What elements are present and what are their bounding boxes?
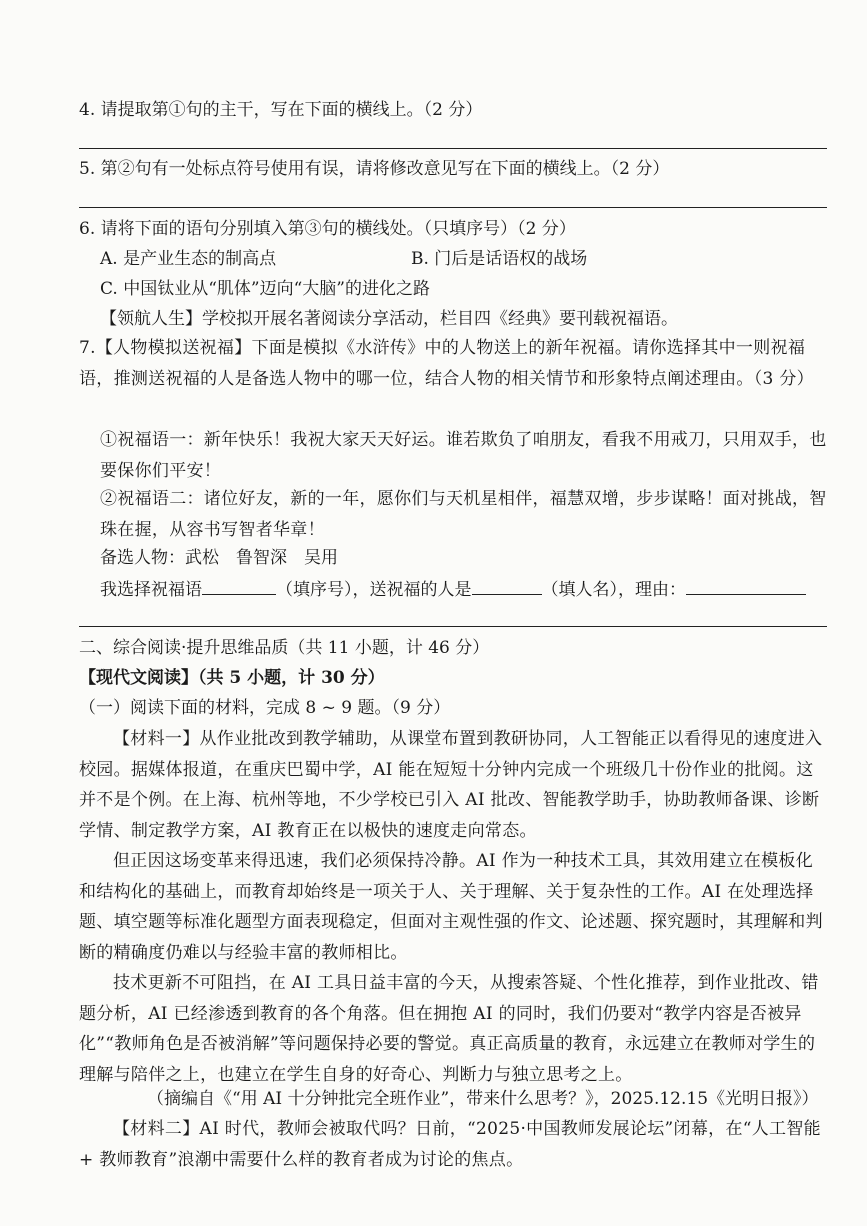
section-2-title: 二、综合阅读·提升思维品质（共 11 小题，计 46 分） [79, 638, 490, 658]
question-6-stem: 6. 请将下面的语句分别填入第③句的横线处。（只填序号）（2 分） [79, 219, 576, 239]
answer-line-q4 [79, 148, 827, 149]
part-1-title: （一）阅读下面的材料，完成 8 ~ 9 题。（9 分） [79, 698, 451, 718]
material-1-source: （摘编自《“用 AI 十分钟批完全班作业”，带来什么思考？》，2025.12.15《光明日报》） [147, 1089, 819, 1109]
answer-row-q7 [100, 576, 806, 605]
material-1 [79, 724, 827, 1090]
answer-prompt-2: （填序号），送祝福的人是 [276, 580, 472, 600]
option-c: C. 中国钛业从“肌体”迈向“大脑”的进化之路 [100, 279, 430, 299]
answer-prompt-1: 我选择祝福语 [100, 580, 202, 600]
question-7-text: 7.【人物模拟送祝福】下面是模拟《水浒传》中的人物送上的新年祝福。请你选择其中一则祝福语，推测送祝福的人是备选人物中的哪一位，结合人物的相关情节和形象特点阐述理由。（3 分） [79, 338, 814, 389]
blank-reason[interactable] [686, 576, 806, 595]
wish-2 [100, 484, 827, 545]
answer-prompt-3: （填人名），理由： [541, 580, 686, 600]
material-2 [79, 1114, 827, 1175]
modern-reading-title: 【现代文阅读】（共 5 小题，计 30 分） [79, 668, 385, 688]
question-7-stem [79, 333, 827, 394]
material-2-paragraph-1: 【材料二】AI 时代，教师会被取代吗？日前，“2025·中国教师发展论坛”闭幕，在“人工智能 + 教师教育”浪潮中需要什么样的教育者成为讨论的焦点。 [79, 1119, 821, 1170]
material-1-paragraph-3: 技术更新不可阻挡，在 AI 工具日益丰富的今天，从搜索答疑、个性化推荐，到作业批改、错题分析，AI 已经渗透到教育的各个角落。但在拥抱 AI 的同时，我们仍要对“教学内容是否被异化”“教师角色是否被消解”等问题保持必要的警觉。真正高质量的教育，永远建立在教师对学生的理解与陪伴之上，也建立在学生自身的好奇心、判断力与独立思考之上。 [79, 973, 819, 1085]
candidate-list: 备选人物：武松 鲁智深 吴用 [100, 548, 338, 568]
question-5: 5. 第②句有一处标点符号使用有误，请将修改意见写在下面的横线上。（2 分） [79, 159, 670, 179]
option-a: A. 是产业生态的制高点 [100, 249, 277, 269]
material-1-paragraph-1: 【材料一】从作业批改到教学辅助，从课堂布置到教研协同，人工智能正以看得见的速度进入校园。据媒体报道，在重庆巴蜀中学，AI 能在短短十分钟内完成一个班级几十份作业的批阅。这并不是个例。在上海、杭州等地，不少学校已引入 AI 批改、智能教学助手，协助教师备课、诊断学情、制定教学方案，AI 教育正在以极快的速度走向常态。 [79, 729, 823, 841]
question-4: 4. 请提取第①句的主干，写在下面的横线上。（2 分） [79, 100, 483, 120]
lead-line: 【领航人生】学校拟开展名著阅读分享活动，栏目四《经典》要刊载祝福语。 [100, 309, 678, 329]
wish-2-text: ②祝福语二：诸位好友，新的一年，愿你们与天机星相伴，福慧双增，步步谋略！面对挑战，智珠在握，从容书写智者华章！ [100, 489, 827, 540]
option-b: B. 门后是话语权的战场 [411, 249, 588, 269]
material-1-paragraph-2: 但正因这场变革来得迅速，我们必须保持冷静。AI 作为一种技术工具，其效用建立在模板化和结构化的基础上，而教育却始终是一项关于人、关于理解、关于复杂性的工作。AI 在处理选择题、填空题等标准化题型方面表现稳定，但面对主观性强的作文、论述题、探究题时，其理解和判断的精确度仍难以与经验丰富的教师相比。 [79, 851, 823, 963]
blank-wish-number[interactable] [202, 576, 276, 595]
blank-person-name[interactable] [472, 576, 542, 595]
wish-1-text: ①祝福语一：新年快乐！我祝大家天天好运。谁若欺负了咱朋友，看我不用戒刀，只用双手，也要保你们平安！ [100, 430, 827, 481]
answer-line-q5 [79, 207, 827, 208]
answer-line-q7 [79, 626, 827, 627]
wish-1 [100, 425, 827, 486]
